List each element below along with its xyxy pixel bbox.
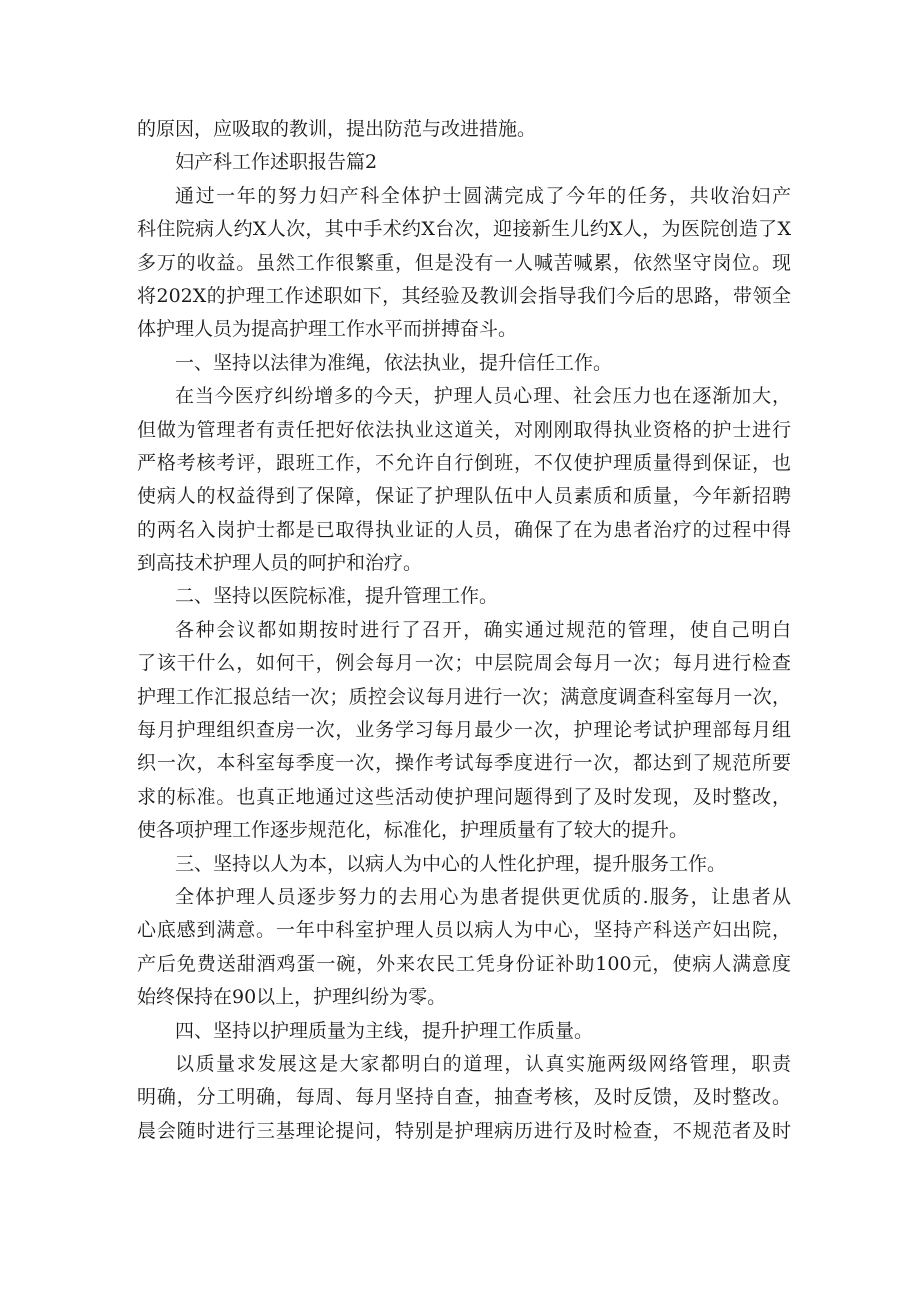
text-line: 三、坚持以人为本，以病人为中心的人性化护理，提升服务工作。 <box>175 852 727 875</box>
text-line: 以质量求发展这是大家都明白的道理，认真实施两级网络管理，职责 <box>175 1052 791 1075</box>
text-line: 科住院病人约X人次，其中手术约X台次，迎接新生儿约X人，为医院创造了X <box>137 218 791 241</box>
text-line: 护理工作汇报总结一次；质控会议每月进行一次；满意度调查科室每月一次， <box>137 685 791 708</box>
text-line: 一、坚持以法律为准绳，依法执业，提升信任工作。 <box>175 351 613 374</box>
text-line: 妇产科工作述职报告篇2 <box>175 151 378 174</box>
text-line: 多万的收益。虽然工作很繁重，但是没有一人喊苦喊累，依然坚守岗位。现 <box>137 251 791 274</box>
text-line: 始终保持在90以上，护理纠纷为零。 <box>137 986 447 1009</box>
text-line: 将202X的护理工作述职如下，其经验及教训会指导我们今后的思路，带领全 <box>137 284 791 307</box>
text-line: 通过一年的努力妇产科全体护士圆满完成了今年的任务，共收治妇产 <box>175 184 791 207</box>
text-line: 织一次，本科室每季度一次，操作考试每季度进行一次，都达到了规范所要 <box>137 752 791 775</box>
text-line: 的原因，应吸取的教训，提出防范与改进措施。 <box>137 118 537 140</box>
text-line: 二、坚持以医院标准，提升管理工作。 <box>175 585 499 608</box>
text-line: 体护理人员为提高护理工作水平而拼搏奋斗。 <box>137 318 518 341</box>
text-line: 了该干什么，如何干，例会每月一次；中层院周会每月一次；每月进行检查 <box>137 652 791 675</box>
text-line: 到高技术护理人员的呵护和治疗。 <box>137 552 423 575</box>
text-line: 明确，分工明确，每周、每月坚持自查，抽查考核，及时反馈，及时整改。 <box>137 1086 791 1109</box>
text-line: 各种会议都如期按时进行了召开，确实通过规范的管理，使自己明白 <box>175 618 791 641</box>
text-line: 严格考核考评，跟班工作，不允许自行倒班，不仅使护理质量得到保证，也 <box>137 451 791 474</box>
text-line: 四、坚持以护理质量为主线，提升护理工作质量。 <box>175 1019 594 1042</box>
text-line: 晨会随时进行三基理论提问，特别是护理病历进行及时检查，不规范者及时 <box>137 1119 791 1142</box>
text-line: 求的标准。也真正地通过这些活动使护理问题得到了及时发现，及时整改， <box>137 785 791 808</box>
document-body <box>137 113 791 1148</box>
text-line: 全体护理人员逐步努力的去用心为患者提供更优质的.服务，让患者从 <box>175 885 791 908</box>
text-line: 心底感到满意。一年中科室护理人员以病人为中心，坚持产科送产妇出院， <box>137 919 791 942</box>
text-line: 产后免费送甜酒鸡蛋一碗，外来农民工凭身份证补助100元，使病人满意度 <box>137 952 791 975</box>
text-line: 但做为管理者有责任把好依法执业这道关，对刚刚取得执业资格的护士进行 <box>137 418 791 441</box>
text-line: 在当今医疗纠纷增多的今天，护理人员心理、社会压力也在逐渐加大， <box>175 385 791 408</box>
text-line: 使病人的权益得到了保障，保证了护理队伍中人员素质和质量，今年新招聘 <box>137 485 791 508</box>
text-line: 每月护理组织查房一次，业务学习每月最少一次，护理论考试护理部每月组 <box>137 719 791 742</box>
text-line: 使各项护理工作逐步规范化，标准化，护理质量有了较大的提升。 <box>137 819 689 842</box>
text-line: 的两名入岗护士都是已取得执业证的人员，确保了在为患者治疗的过程中得 <box>137 518 791 541</box>
